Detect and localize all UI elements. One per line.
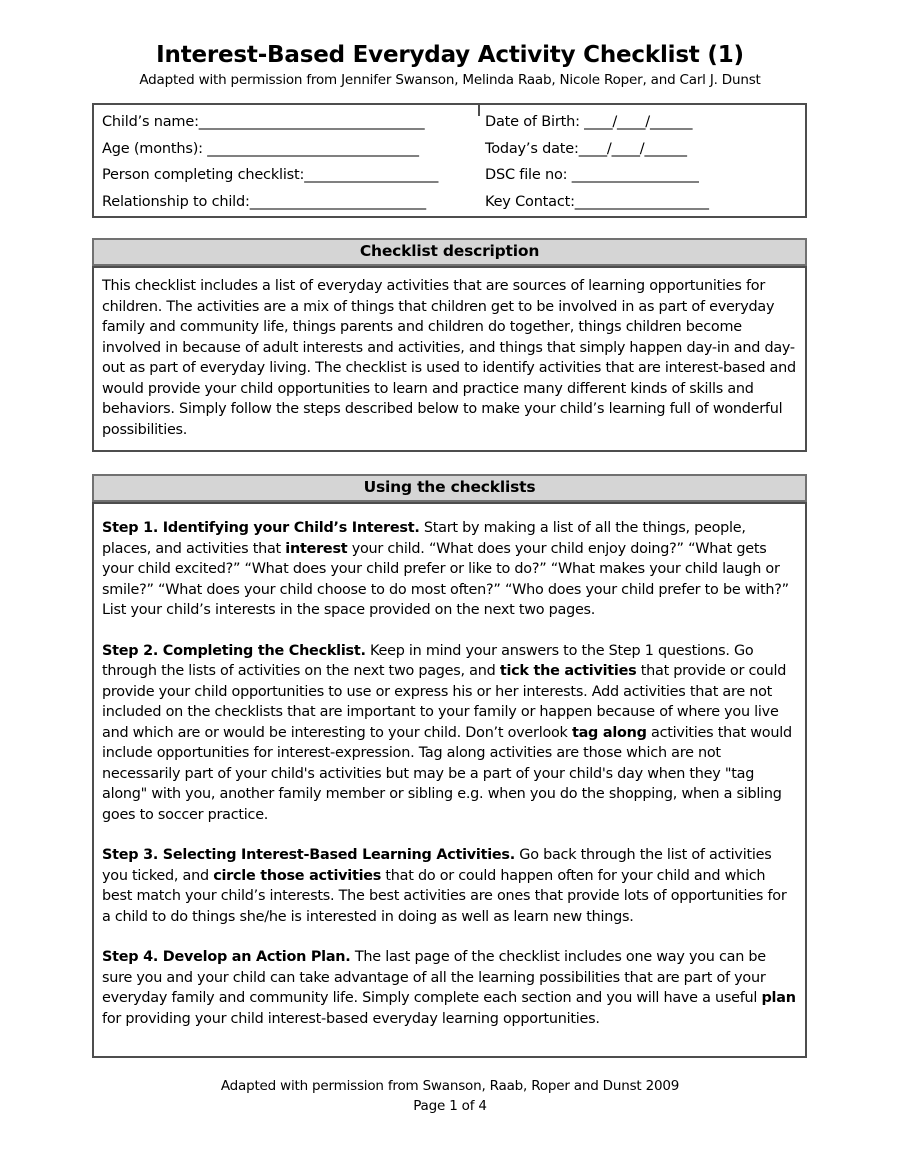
child-info-right-column — [485, 109, 709, 215]
child-info-left-column — [102, 109, 438, 215]
page-subtitle: Adapted with permission from Jennifer Swanson, Melinda Raab, Nicole Roper, and Carl J. Dunst — [139, 72, 761, 88]
child-info-box — [92, 103, 807, 218]
page-title: Interest-Based Everyday Activity Checklist (1) — [156, 42, 744, 68]
field-key-contact — [485, 189, 709, 216]
field-relationship-to-child — [102, 189, 438, 216]
step-2-paragraph: Step 2. Completing the Checklist. Keep in mind your answers to the Step 1 questions. Go through the lists of activities on the next two pages, and tick the activities that provide or could provide your child opportunities to use or express his or her interests. Add activities that are not included on the checklists that are important to your family or happen because of where you live and which are or would be interesting to your child. Don’t overlook tag along activities that would include opportunities for interest-expression. Tag along activities are those which are not necessarily part of your child's activities but may be a part of your child's day when they "tag along" with you, another family member or sibling e.g. when you do the shopping, when a sibling goes to soccer practice. — [102, 642, 792, 823]
field-date-of-birth — [485, 109, 709, 136]
blank-line: ____/____/______ — [578, 140, 687, 157]
field-age-months — [102, 136, 438, 163]
field-person-completing-checklist — [102, 162, 438, 189]
section-header-checklist-description — [92, 238, 807, 266]
field-label: Age (months): — [102, 140, 208, 157]
footer-attribution: Adapted with permission from Swanson, Raab, Roper and Dunst 2009 — [220, 1078, 680, 1094]
section-title: Using the checklists — [363, 478, 536, 496]
field-label: Person completing checklist: — [102, 167, 305, 184]
field-label: Date of Birth: — [485, 114, 585, 130]
blank-line: _________________________ — [249, 193, 426, 210]
step-1-paragraph: Step 1. Identifying your Child’s Interest. Start by making a list of all the things, people, places, and activities that interest your child. “What does your child enjoy doing?” “What gets your child excited?” “What does your child prefer or like to do?” “What makes your child laugh or smile?” “What does your child choose to do most often?” “Who does your child prefer to be with?” List your child’s interests in the space provided on the next two pages. — [102, 520, 789, 618]
section-header-using-the-checklists — [92, 474, 807, 502]
field-dsc-file-no — [485, 162, 709, 189]
blank-line: ______________________________ — [207, 140, 419, 157]
field-label: Key Contact: — [485, 193, 575, 210]
column-divider-tick — [478, 105, 480, 116]
using-checklists-box — [92, 502, 807, 1058]
blank-line: __________________ — [571, 167, 699, 184]
field-label: Child’s name: — [102, 114, 199, 130]
blank-line: ____/____/______ — [584, 114, 693, 130]
blank-line: ___________________ — [304, 167, 439, 184]
field-todays-date — [485, 136, 709, 163]
field-label: Today’s date: — [485, 140, 579, 157]
field-childs-name — [102, 109, 438, 136]
checklist-description-box — [92, 266, 807, 452]
field-label: Relationship to child: — [102, 193, 250, 210]
section-title: Checklist description — [359, 242, 540, 260]
blank-line: ___________________ — [574, 193, 709, 210]
blank-line: ________________________________ — [198, 114, 425, 130]
page-footer — [0, 1077, 900, 1116]
footer-page-number: Page 1 of 4 — [413, 1097, 487, 1114]
step-4-paragraph: Step 4. Develop an Action Plan. The last page of the checklist includes one way you can be sure you and your child can take advantage of all the learning possibilities that are part of your everyday family and community life. Simply complete each section and you will have a useful plan for providing your child interest-based everyday learning opportunities. — [102, 949, 796, 1027]
step-3-paragraph: Step 3. Selecting Interest-Based Learning Activities. Go back through the list of activities you ticked, and circle those activities that do or could happen often for your child and which best match your child’s interests. The best activities are ones that provide lots of opportunities for a child to do things she/he is interested in doing as well as learn new things. — [102, 847, 787, 925]
checklist-description-text: This checklist includes a list of everyday activities that are sources of learning opportunities for children. The activities are a mix of things that children get to be involved in as part of everyday family and community life, things parents and children do together, things children become involved in because of adult interests and activities, and things that simply happen day-in and day-out as part of everyday living. The checklist is used to identify activities that are interest-based and would provide your child opportunities to learn and practice many different kinds of skills and behaviors. Simply follow the steps described below to make your child’s learning full of wonderful possibilities. — [102, 278, 796, 438]
field-label: DSC file no: — [485, 167, 572, 184]
